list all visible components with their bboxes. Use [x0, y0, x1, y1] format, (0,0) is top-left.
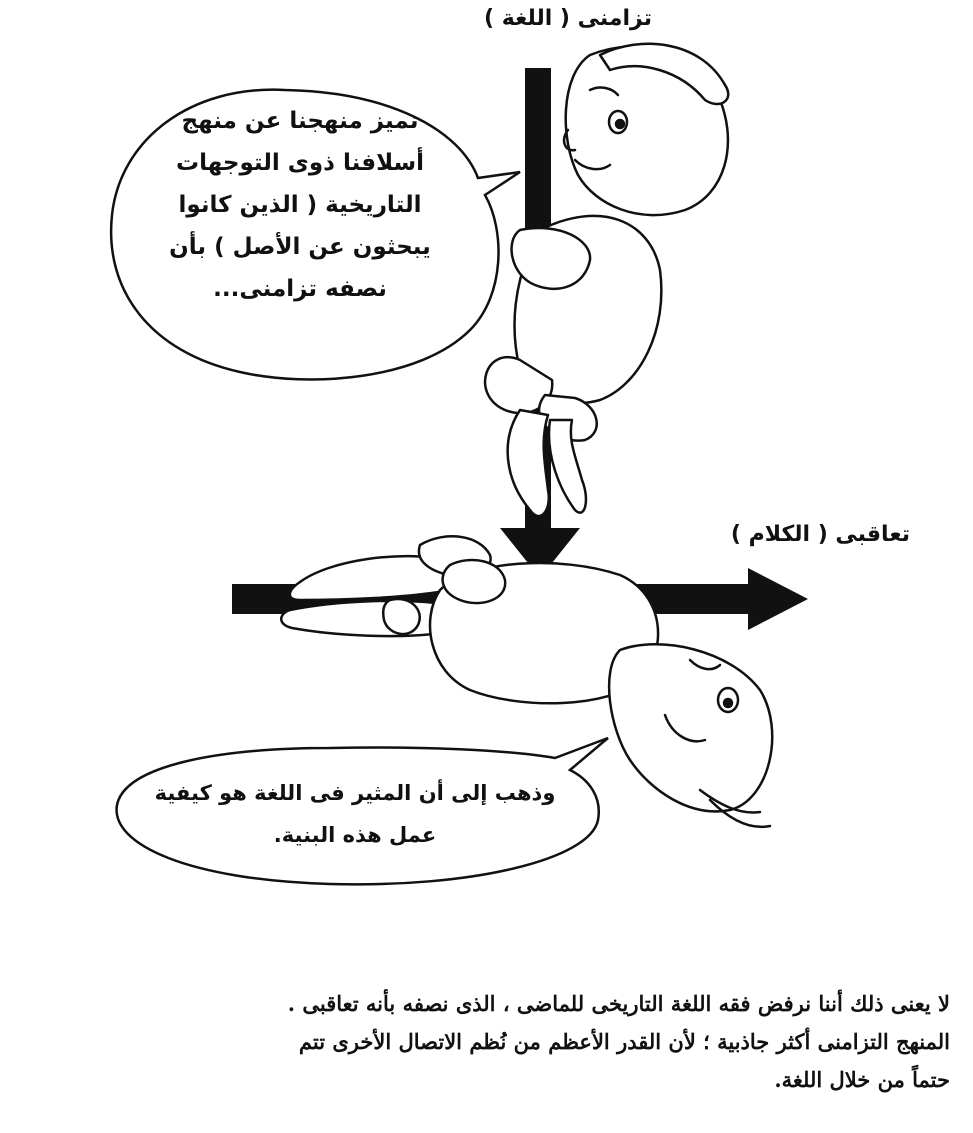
caption-line: المنهج التزامنى أكثر جاذبية ؛ لأن القدر الأعظم من نُظم الاتصال الأخرى تتم [298, 1029, 950, 1054]
top-bubble-line: التاريخية ( الذين كانوا [178, 192, 422, 218]
bottom-bubble-line: عمل هذه البنية. [273, 823, 437, 847]
vertical-axis-label: تزامنى ( اللغة ) [484, 6, 652, 31]
climbing-man-figure [485, 44, 728, 516]
caption-line: حتماً من خلال اللغة. [774, 1067, 950, 1092]
horizontal-axis-label: تعاقبى ( الكلام ) [730, 522, 910, 547]
caption-paragraph [20, 985, 950, 1099]
top-bubble-line: نصفه تزامنى... [213, 276, 387, 302]
bottom-bubble-line: وذهب إلى أن المثير فى اللغة هو كيفية [154, 781, 556, 805]
bottom-bubble-text [135, 772, 575, 856]
caption-line: لا يعنى ذلك أننا نرفض فقه اللغة التاريخى للماضى ، الذى نصفه بأنه تعاقبى . [287, 991, 950, 1016]
top-bubble-text [135, 100, 465, 310]
top-bubble-line: نميز منهجنا عن منهج [181, 108, 419, 134]
top-bubble-line: يبحثون عن الأصل ) بأن [169, 234, 431, 260]
top-bubble-line: أسلافنا ذوى التوجهات [175, 150, 425, 176]
